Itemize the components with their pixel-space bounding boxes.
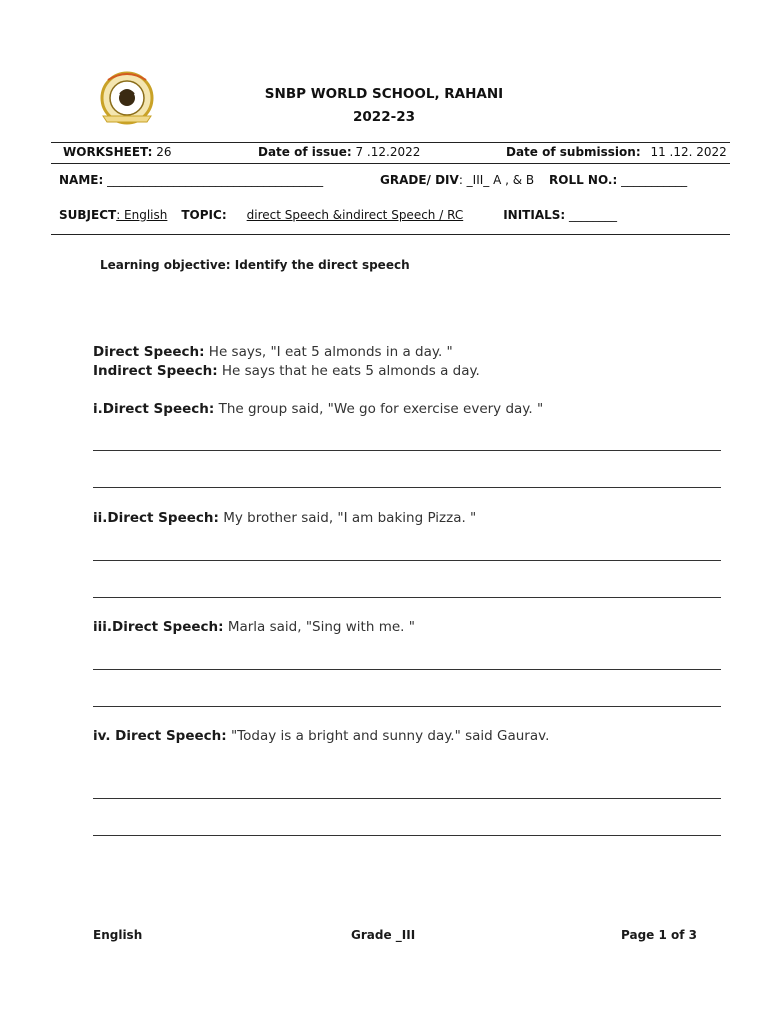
roll-blank: ___________: [621, 173, 688, 187]
question-3: [93, 619, 415, 635]
rule-mid: [51, 163, 730, 164]
academic-year: 2022-23: [353, 109, 415, 125]
example-indirect: [93, 363, 480, 379]
answer-line-1a[interactable]: [93, 450, 721, 451]
question-4-text: "Today is a bright and sunny day." said Gaurav.: [226, 728, 550, 744]
answer-line-3b[interactable]: [93, 706, 721, 707]
subject-label: SUBJECT: [59, 208, 117, 222]
example-direct: [93, 344, 453, 360]
question-4-label: iv. Direct Speech:: [93, 728, 227, 744]
question-3-label: iii.Direct Speech:: [93, 619, 224, 635]
initials-label: INITIALS:: [503, 208, 566, 222]
grade-value: : _III_ A , & B: [458, 173, 535, 187]
school-name: SNBP WORLD SCHOOL, RAHANI: [264, 86, 504, 102]
submission-value: 11 .12. 2022: [650, 145, 727, 159]
topic-label: TOPIC:: [181, 208, 227, 222]
topic-value: direct Speech &indirect Speech / RC: [246, 208, 464, 222]
question-2-text: My brother said, "I am baking Pizza. ": [218, 510, 477, 526]
answer-line-2a[interactable]: [93, 560, 721, 561]
example-direct-label: Direct Speech:: [93, 344, 205, 360]
answer-line-1b[interactable]: [93, 487, 721, 488]
question-2-label: ii.Direct Speech:: [93, 510, 219, 526]
answer-line-4a[interactable]: [93, 798, 721, 799]
objective-label: Learning objective: [100, 258, 226, 272]
example-indirect-text: He says that he eats 5 almonds a day.: [217, 363, 480, 379]
footer-grade: Grade _III: [351, 928, 416, 942]
subject-value: : English: [116, 208, 168, 222]
example-direct-text: He says, "I eat 5 almonds in a day. ": [204, 344, 453, 360]
grade-div: [380, 173, 534, 187]
name-label: NAME:: [59, 173, 104, 187]
question-1-label: i.Direct Speech:: [93, 401, 215, 417]
question-3-text: Marla said, "Sing with me. ": [223, 619, 415, 635]
submission-date: [506, 145, 727, 159]
question-2: [93, 510, 476, 526]
answer-line-4b[interactable]: [93, 835, 721, 836]
rule-top: [51, 142, 730, 143]
issue-date: [258, 145, 420, 159]
answer-line-3a[interactable]: [93, 669, 721, 670]
worksheet-label: WORKSHEET:: [63, 145, 153, 159]
worksheet-number: [63, 145, 172, 159]
example-indirect-label: Indirect Speech:: [93, 363, 218, 379]
question-4: [93, 728, 549, 744]
issue-label: Date of issue:: [258, 145, 352, 159]
name-field[interactable]: [59, 173, 323, 187]
question-1-text: The group said, "We go for exercise every day. ": [214, 401, 544, 417]
footer-page-number: Page 1 of 3: [621, 928, 697, 942]
issue-value: 7 .12.2022: [355, 145, 421, 159]
learning-objective: [100, 258, 410, 272]
grade-label: GRADE/ DIV: [380, 173, 459, 187]
roll-number-field[interactable]: [549, 173, 687, 187]
roll-label: ROLL NO.:: [549, 173, 618, 187]
answer-line-2b[interactable]: [93, 597, 721, 598]
question-1: [93, 401, 543, 417]
submission-label: Date of submission:: [506, 145, 641, 159]
initials-blank[interactable]: ________: [569, 208, 618, 222]
footer-subject: English: [93, 928, 143, 942]
rule-bottom: [51, 234, 730, 235]
objective-text: : Identify the direct speech: [225, 258, 410, 272]
name-blank: ____________________________________: [107, 173, 324, 187]
worksheet-value: 26: [156, 145, 172, 159]
subject-topic-row: [59, 208, 617, 222]
